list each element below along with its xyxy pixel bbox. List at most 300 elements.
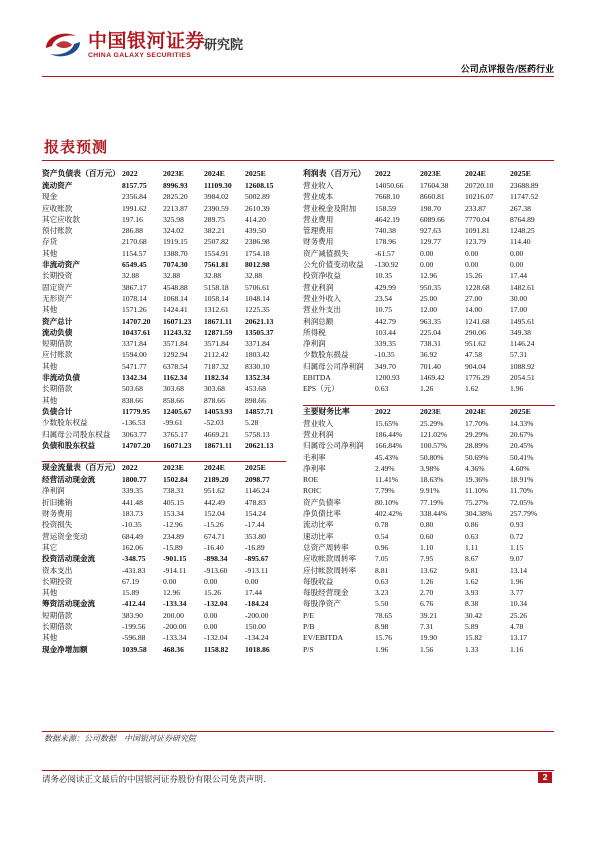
row-value: 414.20 xyxy=(245,214,266,224)
row-value: 14.00 xyxy=(465,305,483,315)
row-value: 3371.84 xyxy=(245,339,270,349)
row-label: 应付账款 xyxy=(42,350,73,360)
row-value: 0.86 xyxy=(465,520,479,530)
table-row xyxy=(42,610,286,621)
row-value: 2112.42 xyxy=(204,350,229,360)
row-value: 5758.13 xyxy=(245,429,270,439)
table-row xyxy=(303,418,555,429)
row-value: -12.96 xyxy=(163,520,183,530)
table-row xyxy=(303,632,555,643)
row-label: 长期投资 xyxy=(42,576,73,586)
row-value: 0.72 xyxy=(510,531,524,541)
row-value: 7770.04 xyxy=(465,214,490,224)
row-value: 183.73 xyxy=(122,509,143,519)
row-value: 5.89 xyxy=(465,621,479,631)
row-label: 少数股东损益 xyxy=(303,350,349,360)
row-value: 1.11 xyxy=(465,542,479,552)
row-label: 财务费用 xyxy=(303,237,334,247)
row-label: 应付帐款周转率 xyxy=(303,565,357,575)
table-row xyxy=(303,327,555,338)
row-value: 1.96 xyxy=(510,384,524,394)
row-label: 其他 xyxy=(42,588,58,598)
row-value: -133.34 xyxy=(163,633,187,643)
row-value: 1919.15 xyxy=(163,237,188,247)
table-row xyxy=(42,203,286,214)
row-value: -913.60 xyxy=(204,565,228,575)
row-value: -134.24 xyxy=(245,633,269,643)
row-value: 1482.61 xyxy=(510,282,535,292)
row-value: 0.80 xyxy=(420,520,434,530)
row-value: 13505.37 xyxy=(245,327,274,337)
row-value: 2390.59 xyxy=(204,203,229,213)
year-header: 2023E xyxy=(163,169,184,178)
section-title: 报表预测 xyxy=(44,138,109,156)
row-label: 长期借款 xyxy=(42,384,73,394)
row-value: 0.00 xyxy=(465,260,479,270)
row-label: P/E xyxy=(303,610,314,620)
row-value: 152.04 xyxy=(204,509,225,519)
row-value: 7668.10 xyxy=(375,192,400,202)
row-value: 67.19 xyxy=(122,576,140,586)
row-value: 684.49 xyxy=(122,531,143,541)
row-value: 6549.45 xyxy=(122,260,147,270)
row-value: 39.21 xyxy=(420,610,438,620)
row-value: 7.05 xyxy=(375,554,389,564)
row-label: 归属母公司净利润 xyxy=(303,441,364,451)
row-value: 503.68 xyxy=(122,384,143,394)
row-label: 投资活动现金流 xyxy=(42,554,96,564)
row-value: 14053.93 xyxy=(204,406,233,416)
row-value: 325.98 xyxy=(163,214,184,224)
table-title: 利润表（百万元） xyxy=(303,169,366,178)
row-value: 0.63 xyxy=(375,576,389,586)
row-value: 14707.20 xyxy=(122,440,151,450)
row-value: 36.92 xyxy=(420,350,438,360)
row-value: 1.33 xyxy=(465,644,479,654)
row-value: 27.00 xyxy=(465,293,483,303)
row-value: 10.35 xyxy=(375,271,393,281)
row-value: 5002.89 xyxy=(245,192,270,202)
row-label: 营业成本 xyxy=(303,192,334,202)
row-label: 速动比率 xyxy=(303,531,334,541)
page-number: 2 xyxy=(538,772,552,783)
table-row xyxy=(303,542,555,553)
row-label: 其他 xyxy=(42,305,58,315)
row-value: -99.61 xyxy=(163,418,183,428)
row-value: 0.00 xyxy=(510,248,524,258)
row-value: 7.79% xyxy=(375,486,395,496)
row-value: 478.83 xyxy=(245,497,266,507)
table-row xyxy=(303,429,555,440)
row-label: 营运资金变动 xyxy=(42,531,88,541)
row-value: -431.83 xyxy=(122,565,146,575)
row-value: 18671.11 xyxy=(204,316,233,326)
row-value: 1424.41 xyxy=(163,305,188,315)
row-label: 负债合计 xyxy=(42,406,73,416)
row-value: 18.91% xyxy=(510,475,534,485)
row-value: 186.44% xyxy=(375,429,403,439)
table-row xyxy=(303,316,555,327)
row-value: 103.44 xyxy=(375,327,396,337)
table-row xyxy=(42,553,286,564)
row-value: 11109.30 xyxy=(204,181,232,190)
row-value: 304.38% xyxy=(465,509,493,519)
row-label: 利润总额 xyxy=(303,316,334,326)
row-value: 8157.75 xyxy=(122,181,147,190)
row-value: 7.95 xyxy=(420,554,434,564)
table-row xyxy=(42,632,286,643)
row-value: -130.92 xyxy=(375,260,399,270)
row-value: 0.63 xyxy=(465,531,479,541)
row-value: 1.96 xyxy=(375,644,389,654)
row-value: 15.89 xyxy=(122,588,140,598)
year-header: 2023E xyxy=(420,169,441,178)
row-label: 每股净资产 xyxy=(303,599,341,609)
row-value: 441.48 xyxy=(122,497,143,507)
row-value: -17.44 xyxy=(245,520,265,530)
year-header: 2022 xyxy=(375,405,420,418)
row-value: 1.62 xyxy=(465,576,479,586)
year-header: 2025E xyxy=(245,169,266,178)
row-label: 营业利润 xyxy=(303,282,334,292)
row-value: 11.10% xyxy=(465,486,489,496)
row-value: 12871.59 xyxy=(204,327,233,337)
row-value: 286.88 xyxy=(122,226,143,236)
row-value: 402.42% xyxy=(375,509,403,519)
row-value: 1388.70 xyxy=(163,248,188,258)
row-value: 0.63 xyxy=(375,384,389,394)
brand-name-en: CHINA GALAXY SECURITIES xyxy=(88,52,192,59)
row-value: -133.34 xyxy=(163,599,187,609)
data-source-note: 数据来源：公司数据 中国银河证券研究院 xyxy=(44,734,196,743)
table-row xyxy=(303,214,555,225)
table-row xyxy=(42,248,286,259)
institute-label: 研究院 xyxy=(204,38,244,53)
row-value: 349.38 xyxy=(510,327,531,337)
row-value: 150.00 xyxy=(245,621,266,631)
row-value: 100.57% xyxy=(420,441,448,451)
year-header: 2024E xyxy=(465,169,486,178)
row-value: 2507.82 xyxy=(204,237,229,247)
row-value: 9.81 xyxy=(465,565,479,575)
row-value: -200.00 xyxy=(163,621,187,631)
table-row xyxy=(303,304,555,315)
row-value: 10.75 xyxy=(375,305,393,315)
table-row xyxy=(42,349,286,360)
row-value: 0.96 xyxy=(375,542,389,552)
row-label: 折旧摊销 xyxy=(42,497,73,507)
row-value: 8764.89 xyxy=(510,214,535,224)
row-value: 11747.52 xyxy=(510,192,539,202)
row-label: 总资产周转率 xyxy=(303,542,349,552)
row-value: 234.89 xyxy=(163,531,184,541)
row-value: -895.67 xyxy=(245,554,269,564)
row-label: ROE xyxy=(303,475,319,485)
table-row xyxy=(303,338,555,349)
row-value: 339.35 xyxy=(122,486,143,496)
row-value: 17.70% xyxy=(465,418,489,428)
table-row xyxy=(303,485,555,496)
ratios-header-row xyxy=(303,405,555,418)
table-row xyxy=(303,519,555,530)
row-value: 121.02% xyxy=(420,429,448,439)
row-value: 1241.68 xyxy=(465,316,490,326)
table-row xyxy=(42,417,286,428)
row-value: -10.35 xyxy=(375,350,395,360)
row-value: 1754.18 xyxy=(245,248,270,258)
row-label: 应收账款 xyxy=(42,203,73,213)
row-label: 资产负债率 xyxy=(303,497,341,507)
row-value: 740.38 xyxy=(375,226,396,236)
row-value: 1.26 xyxy=(420,576,434,586)
table-row xyxy=(42,497,286,508)
row-label: 流动负债 xyxy=(42,327,73,337)
row-label: 每股收益 xyxy=(303,576,334,586)
row-value: 1.15 xyxy=(510,542,524,552)
row-value: 14050.66 xyxy=(375,181,404,190)
row-value: 32.88 xyxy=(163,271,181,281)
row-value: 8660.81 xyxy=(420,192,445,202)
row-value: 154.24 xyxy=(245,509,266,519)
row-value: 198.70 xyxy=(420,203,441,213)
table-row xyxy=(303,474,555,485)
row-label: 净利润 xyxy=(42,486,65,496)
row-value: 15.82 xyxy=(465,633,483,643)
row-label: 管理费用 xyxy=(303,226,334,236)
year-header: 2023E xyxy=(163,462,204,475)
table-row xyxy=(42,282,286,293)
row-label: 毛利率 xyxy=(303,452,326,462)
row-value: 439.50 xyxy=(245,226,266,236)
row-value: 16071.23 xyxy=(163,316,192,326)
table-row xyxy=(303,576,555,587)
row-value: -914.11 xyxy=(163,565,187,575)
left-financial-table xyxy=(42,168,286,655)
row-value: 1342.34 xyxy=(122,373,147,383)
row-value: 10.34 xyxy=(510,599,528,609)
row-value: 1571.26 xyxy=(122,305,147,315)
right-financial-table xyxy=(303,168,555,655)
row-value: 30.42 xyxy=(465,610,483,620)
row-value: 4.78 xyxy=(510,621,524,631)
row-value: 32.88 xyxy=(245,271,263,281)
row-value: 7561.81 xyxy=(204,260,229,270)
row-value: 23.54 xyxy=(375,293,393,303)
row-value: 338.44% xyxy=(420,509,448,519)
row-label: EBITDA xyxy=(303,373,331,383)
row-value: 7187.32 xyxy=(204,361,229,371)
table-row xyxy=(303,259,555,270)
row-label: 短期借款 xyxy=(42,610,73,620)
row-value: 153.34 xyxy=(163,509,184,519)
table-row xyxy=(303,349,555,360)
table-row xyxy=(42,587,286,598)
row-value: 1292.94 xyxy=(163,350,188,360)
table-row xyxy=(303,248,555,259)
row-value: 5.28 xyxy=(245,418,259,428)
row-value: 197.16 xyxy=(122,214,143,224)
table-row xyxy=(303,440,555,451)
row-label: 应收帐款周转率 xyxy=(303,554,357,564)
table-row xyxy=(42,395,286,406)
row-value: 1594.00 xyxy=(122,350,147,360)
table-row xyxy=(42,191,286,202)
row-value: 28.89% xyxy=(465,441,489,451)
row-label: 投资净收益 xyxy=(303,271,341,281)
row-label: P/S xyxy=(303,644,314,654)
row-value: 18671.11 xyxy=(204,440,233,450)
row-value: 1776.29 xyxy=(465,373,490,383)
row-value: 50.80% xyxy=(420,452,444,462)
table-row xyxy=(303,587,555,598)
table-row xyxy=(42,531,286,542)
row-value: 123.79 xyxy=(465,237,486,247)
row-label: 其他 xyxy=(42,248,58,258)
row-value: 4642.19 xyxy=(375,214,400,224)
row-label: 财务费用 xyxy=(42,509,73,519)
row-value: 1803.42 xyxy=(245,350,270,360)
row-label: 其它 xyxy=(42,542,58,552)
row-value: 738.31 xyxy=(420,339,441,349)
row-value: 951.62 xyxy=(204,486,225,496)
report-type: 公司点评报告/医药行业 xyxy=(460,65,554,75)
row-value: -16.40 xyxy=(204,542,224,552)
table-row xyxy=(303,508,555,519)
row-label: 其他 xyxy=(42,633,58,643)
table-row xyxy=(42,542,286,553)
row-value: 5158.18 xyxy=(204,282,229,292)
row-label: 现金 xyxy=(42,192,58,202)
row-label: 净负债比率 xyxy=(303,509,341,519)
row-value: 303.68 xyxy=(204,384,225,394)
row-value: 178.96 xyxy=(375,237,396,247)
row-value: 0.00 xyxy=(420,248,434,258)
row-value: 0.00 xyxy=(204,576,218,586)
table-row xyxy=(303,270,555,281)
table-row xyxy=(42,576,286,587)
row-value: 858.66 xyxy=(163,395,184,405)
row-value: 14857.71 xyxy=(245,406,274,416)
row-label: 投资损失 xyxy=(42,520,73,530)
row-value: 3371.84 xyxy=(122,339,147,349)
row-value: -913.11 xyxy=(245,565,269,575)
row-label: 非流动资产 xyxy=(42,260,80,270)
row-value: 3063.77 xyxy=(122,429,147,439)
row-value: 289.75 xyxy=(204,214,225,224)
brand-name-cn: 中国银河证券 xyxy=(88,30,206,52)
table-row xyxy=(303,531,555,542)
row-value: 20.67% xyxy=(510,429,534,439)
table-row xyxy=(42,304,286,315)
table-row xyxy=(42,440,286,451)
row-value: 904.04 xyxy=(465,361,486,371)
row-value: 838.66 xyxy=(122,395,143,405)
row-value: 32.88 xyxy=(204,271,222,281)
table-row xyxy=(303,191,555,202)
table-row xyxy=(303,463,555,474)
row-value: 12405.67 xyxy=(163,406,192,416)
table-row xyxy=(42,316,286,327)
row-value: 701.40 xyxy=(420,361,441,371)
row-value: 963.35 xyxy=(420,316,441,326)
row-value: 1146.24 xyxy=(510,339,535,349)
row-label: P/B xyxy=(303,621,315,631)
row-value: 3.23 xyxy=(375,588,389,598)
row-value: 442.49 xyxy=(204,497,225,507)
row-value: 4669.21 xyxy=(204,429,229,439)
table-row xyxy=(42,644,286,655)
row-label: 每股经营现金 xyxy=(303,588,349,598)
row-value: 2356.84 xyxy=(122,192,147,202)
row-value: 16071.23 xyxy=(163,440,192,450)
row-value: 0.54 xyxy=(375,531,389,541)
table-title: 现金流量表（百万元） xyxy=(42,462,122,475)
row-value: 1.56 xyxy=(420,644,434,654)
year-header: 2024E xyxy=(204,462,245,475)
row-label: 固定资产 xyxy=(42,282,73,292)
row-value: 1158.82 xyxy=(204,644,229,654)
row-value: 1991.62 xyxy=(122,203,147,213)
row-value: 17.44 xyxy=(510,271,528,281)
row-value: 1228.68 xyxy=(465,282,490,292)
row-value: 1162.34 xyxy=(163,373,188,383)
row-value: 12608.15 xyxy=(245,181,274,190)
table-bottom-divider xyxy=(42,731,554,732)
table-row xyxy=(303,565,555,576)
row-value: 1352.34 xyxy=(245,373,270,383)
row-label: 净利润 xyxy=(303,339,326,349)
row-value: 1495.61 xyxy=(510,316,535,326)
row-value: 3571.84 xyxy=(163,339,188,349)
row-value: 11779.95 xyxy=(122,406,151,416)
row-value: 349.70 xyxy=(375,361,396,371)
table-row xyxy=(303,282,555,293)
row-value: 50.41% xyxy=(510,452,534,462)
row-value: 13.14 xyxy=(510,565,528,575)
row-label: 净利率 xyxy=(303,463,326,473)
row-value: 1502.84 xyxy=(163,475,188,485)
row-value: 14.33% xyxy=(510,418,534,428)
row-value: 0.78 xyxy=(375,520,389,530)
row-label: 营业利润 xyxy=(303,429,334,439)
row-value: 20621.13 xyxy=(245,440,274,450)
row-value: 1554.91 xyxy=(204,248,229,258)
table-row xyxy=(303,236,555,247)
table-row xyxy=(303,497,555,508)
row-value: 2098.77 xyxy=(245,475,270,485)
row-value: 339.35 xyxy=(375,339,396,349)
row-value: 1469.42 xyxy=(420,373,445,383)
row-label: 筹资活动现金流 xyxy=(42,599,96,609)
row-value: -184.24 xyxy=(245,599,269,609)
row-value: -136.53 xyxy=(122,418,146,428)
row-value: 200.00 xyxy=(163,610,184,620)
row-value: 30.00 xyxy=(510,293,528,303)
row-label: 长期借款 xyxy=(42,621,73,631)
row-value: 0.00 xyxy=(204,610,218,620)
row-value: 2054.51 xyxy=(510,373,535,383)
row-label: 资本支出 xyxy=(42,565,73,575)
table-row xyxy=(42,406,286,417)
row-value: 468.36 xyxy=(163,644,184,654)
row-label: 资产减值损失 xyxy=(303,248,349,258)
row-label: 公允价值变动收益 xyxy=(303,260,364,270)
table-row xyxy=(303,644,555,655)
row-value: 15.26 xyxy=(204,588,222,598)
row-value: 0.00 xyxy=(204,621,218,631)
row-label: 资产总计 xyxy=(42,316,73,326)
table-row xyxy=(42,474,286,485)
